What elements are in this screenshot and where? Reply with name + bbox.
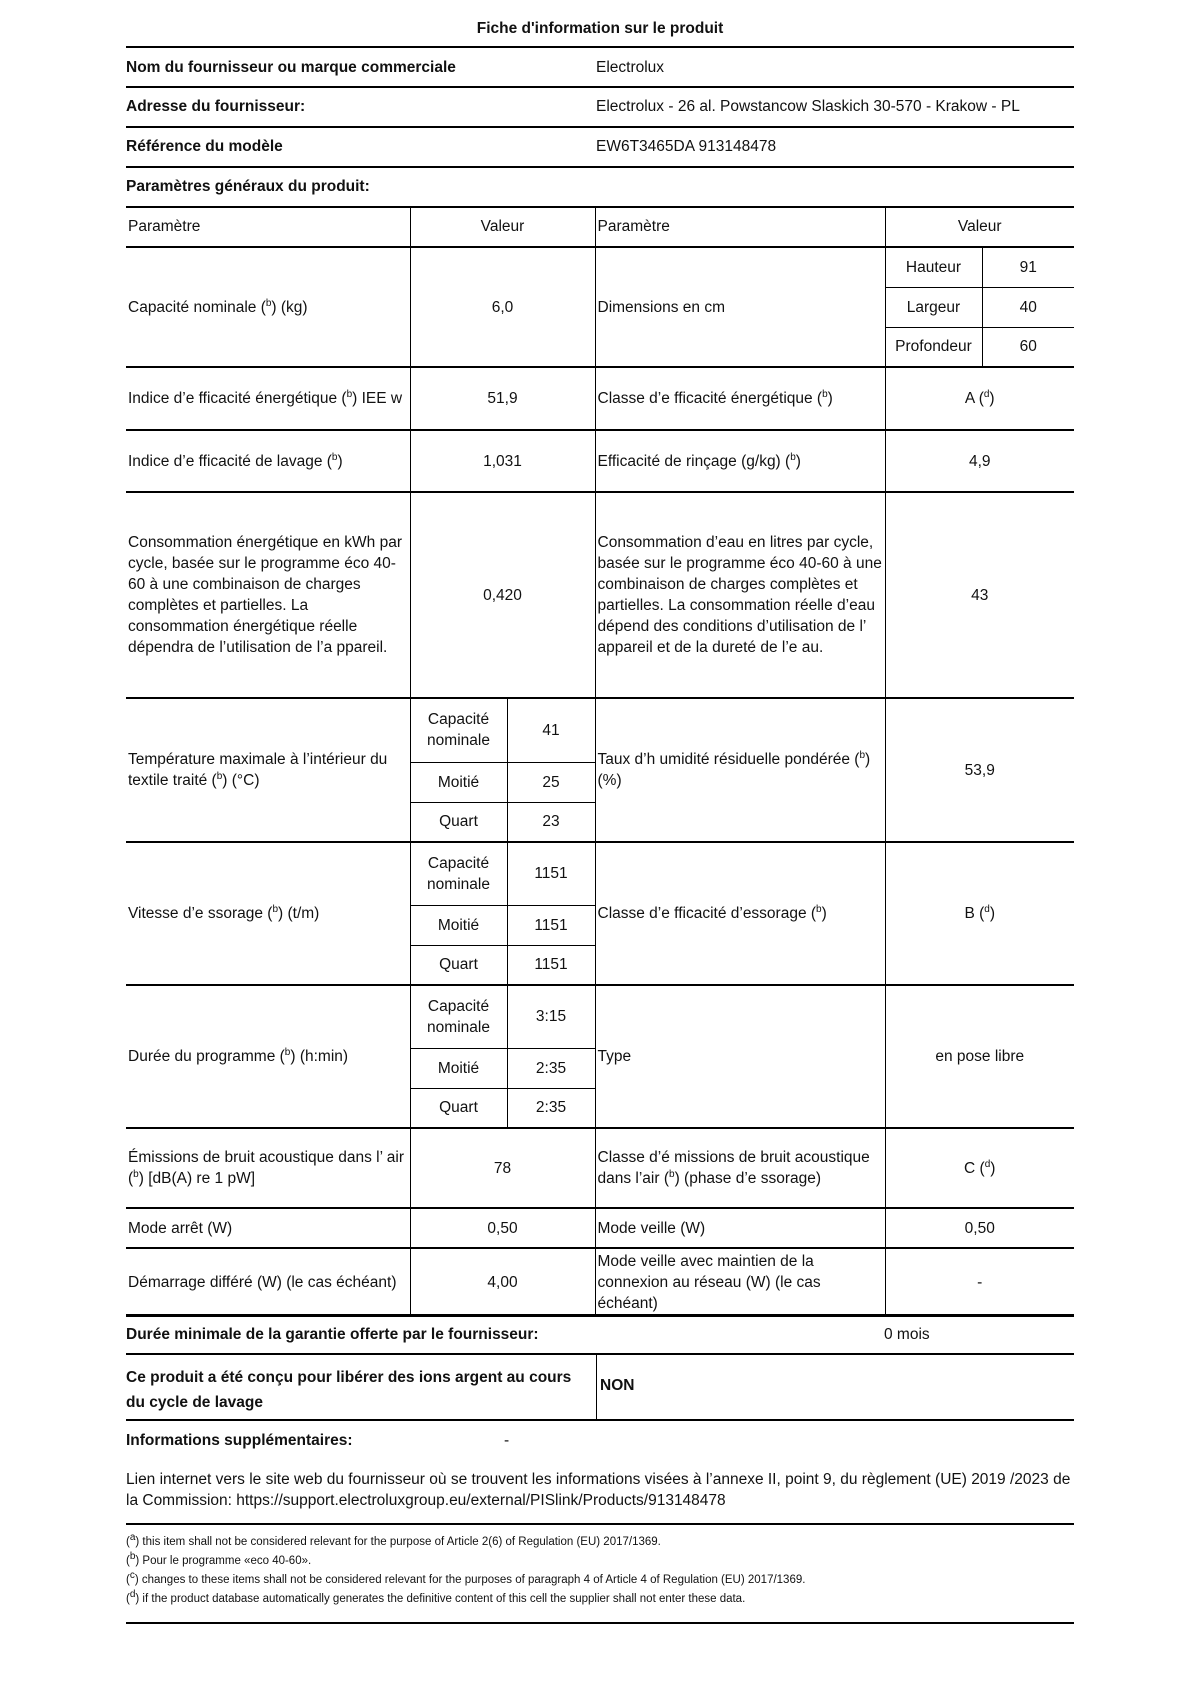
duration-label: Durée du programme ($^b$) (h:min) [126,985,410,1128]
sheet-title: Fiche d'information sur le produit [476,20,724,37]
footnote-b: ($^b$) Pour le programme «eco 40-60». [126,1551,312,1567]
moisture-label: Taux d’h umidité résiduelle pondérée ($^b$) (%) [595,698,885,842]
spin-full-label: Capacité nominale [410,842,507,905]
off-mode-value: 0,50 [410,1208,595,1248]
standby-label: Mode veille (W) [595,1208,885,1248]
footnote-d: ($^d$) if the product database automatically generates the definitive content of this cell the supplier shall not enter these data. [126,1589,746,1605]
moisture-value: 53,9 [885,698,1074,842]
table-row [126,430,1074,492]
temperature-half-value: 25 [507,762,595,802]
temperature-quarter-value: 23 [507,802,595,842]
duration-full-label: Capacité nominale [410,985,507,1048]
spin-class-label: Classe d’e fficacité d’essorage ($^b$) [595,842,885,985]
temperature-quarter-label: Quart [410,802,507,842]
water-consumption-label: Consommation d’eau en litres par cycle, basée sur le programme éco 40-60 à une combinaison de charges complètes et partielles. La consommation réelle d’eau dépend des conditions d’utilisation de l’ appareil et de la dureté de l’e au. [595,492,885,698]
energy-consumption-label: Consommation énergétique en kWh par cycle, basée sur le programme éco 40-60 à une combinaison de charges complètes et partielles. La consommation énergétique réelle dépendra de l’utilisation de l’a ppareil. [126,492,410,698]
divider [126,1622,1074,1624]
divider [126,46,1074,48]
width-label: Largeur [885,287,982,327]
spin-speed-label: Vitesse d’e ssorage ($^b$) (t/m) [126,842,410,985]
parameters-table [126,207,1074,1317]
temperature-label: Température maximale à l’intérieur du textile traité ($^b$) (°C) [126,698,410,842]
supplier-link-text: Lien internet vers le site web du fournisseur où se trouvent les informations visées à l’annexe II, point 9, du règlement (UE) 2019 /2023 de la Commission: https://support.electroluxgroup.eu/external/PISlink/Products/913148478 [126,1471,1071,1509]
spin-half-label: Moitié [410,905,507,945]
footnote-a: ($^a$) this item shall not be considered relevant for the purpose of Article 2(6) of Regulation (EU) 2017/1369. [126,1532,661,1548]
table-row [126,985,1074,1048]
eei-value: 51,9 [410,367,595,430]
height-label: Hauteur [885,247,982,287]
depth-value: 60 [982,327,1074,367]
water-consumption-value: 43 [885,492,1074,698]
table-row [126,698,1074,762]
header-param: Paramètre [595,207,885,247]
supplier-value: Electrolux [596,59,665,76]
address-label: Adresse du fournisseur: [126,98,306,115]
duration-half-label: Moitié [410,1048,507,1088]
standby-value: 0,50 [885,1208,1074,1248]
noise-value: 78 [410,1128,595,1208]
duration-full-value: 3:15 [507,985,595,1048]
energy-class-value: A ($^d$) [885,367,1074,430]
table-row [126,367,1074,430]
height-value: 91 [982,247,1074,287]
table-row [126,1128,1074,1208]
spin-quarter-label: Quart [410,945,507,985]
capacity-label: Capacité nominale ($^b$) (kg) [126,247,410,367]
rinse-value: 4,9 [885,430,1074,492]
divider [126,1419,1074,1421]
networked-standby-value: - [885,1248,1074,1316]
noise-label: Émissions de bruit acoustique dans l’ air ($^b$) [dB(A) re 1 pW] [126,1128,410,1208]
divider [126,1523,1074,1525]
type-value: en pose libre [885,985,1074,1128]
type-label: Type [595,985,885,1128]
general-params-label: Paramètres généraux du produit: [126,178,370,195]
spin-quarter-value: 1151 [507,945,595,985]
table-row [126,842,1074,905]
temperature-half-label: Moitié [410,762,507,802]
duration-half-value: 2:35 [507,1048,595,1088]
footnotes [126,1533,1074,1609]
energy-consumption-value: 0,420 [410,492,595,698]
spin-full-value: 1151 [507,842,595,905]
silver-ions-label: Ce produit a été conçu pour libérer des ions argent au cours du cycle de lavage [126,1369,572,1411]
eei-label: Indice d’e fficacité énergétique ($^b$) IEE w [126,367,410,430]
supplier-label: Nom du fournisseur ou marque commerciale [126,59,456,76]
silver-ions-row [126,1353,1074,1419]
rinse-label: Efficacité de rinçage (g/kg) ($^b$) [595,430,885,492]
delay-start-value: 4,00 [410,1248,595,1316]
header-param: Paramètre [126,207,410,247]
noise-class-value: C ($^d$) [885,1128,1074,1208]
table-row [126,247,1074,287]
dimensions-label: Dimensions en cm [595,247,885,367]
header-value: Valeur [885,207,1074,247]
footnote-c: ($^c$) changes to these items shall not be considered relevant for the purposes of paragraph 4 of Article 4 of Regulation (EU) 2017/1369. [126,1570,806,1586]
warranty-label: Durée minimale de la garantie offerte par le fournisseur: [126,1326,539,1343]
divider [126,86,1074,88]
depth-label: Profondeur [885,327,982,367]
silver-ions-value: NON [600,1377,635,1394]
delay-start-label: Démarrage différé (W) (le cas échéant) [126,1248,410,1316]
table-row [126,1248,1074,1316]
table-header-row [126,207,1074,247]
model-value: EW6T3465DA 913148478 [596,138,777,155]
divider [596,1353,597,1419]
temperature-full-label: Capacité nominale [410,698,507,762]
noise-class-label: Classe d’é missions de bruit acoustique dans l’air ($^b$) (phase d’e ssorage) [595,1128,885,1208]
warranty-value: 0 mois [884,1326,930,1343]
divider [126,126,1074,128]
table-row [126,1208,1074,1248]
divider [126,166,1074,168]
duration-quarter-value: 2:35 [507,1088,595,1128]
address-value: Electrolux - 26 al. Powstancow Slaskich 30-570 - Krakow - PL [596,98,1020,115]
width-value: 40 [982,287,1074,327]
divider [126,1314,1074,1316]
header-value: Valeur [410,207,595,247]
spin-half-value: 1151 [507,905,595,945]
off-mode-label: Mode arrêt (W) [126,1208,410,1248]
networked-standby-label: Mode veille avec maintien de la connexion au réseau (W) (le cas échéant) [595,1248,885,1316]
additional-info-value: - [504,1432,510,1449]
additional-info-label: Informations supplémentaires: [126,1432,353,1449]
energy-class-label: Classe d’e fficacité énergétique ($^b$) [595,367,885,430]
wash-index-label: Indice d’e fficacité de lavage ($^b$) [126,430,410,492]
capacity-value: 6,0 [410,247,595,367]
wash-index-value: 1,031 [410,430,595,492]
spin-class-value: B ($^d$) [885,842,1074,985]
table-row [126,492,1074,698]
duration-quarter-label: Quart [410,1088,507,1128]
model-label: Référence du modèle [126,138,283,155]
temperature-full-value: 41 [507,698,595,762]
